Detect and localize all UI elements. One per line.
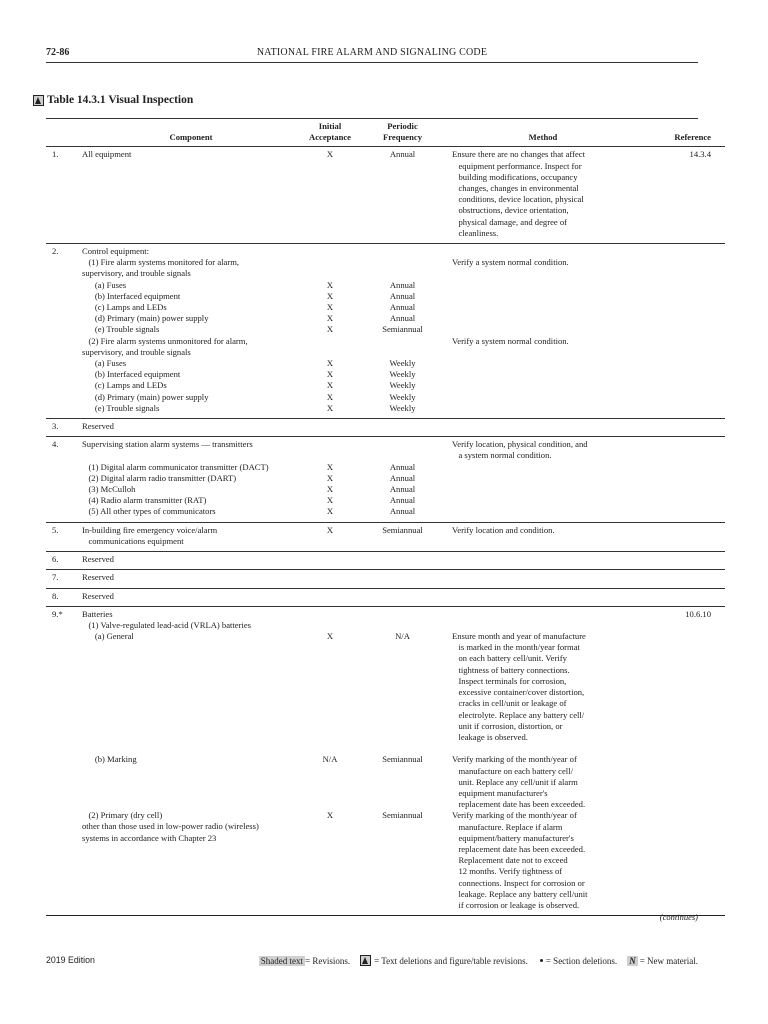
component-cell-line: (3) McCulloh xyxy=(82,484,136,495)
table-header-row xyxy=(46,118,725,147)
initial-acceptance-cell-line: X xyxy=(326,290,334,301)
initial-acceptance-cell xyxy=(300,419,360,437)
component-cell-line: Supervising station alarm systems — transmitters xyxy=(82,439,253,450)
method-cell xyxy=(445,147,634,244)
method-cell-line: Ensure month and year of manufacture xyxy=(452,631,586,642)
component-cell-line: (1) Digital alarm communicator transmitter (DACT) xyxy=(82,461,269,472)
col-header-reference: Reference xyxy=(634,118,725,147)
table-body xyxy=(46,147,725,916)
initial-acceptance-cell-line xyxy=(300,698,360,709)
initial-acceptance-cell-line xyxy=(300,554,360,565)
component-cell-line: (1) Valve-regulated lead-acid (VRLA) batteries xyxy=(82,619,252,630)
method-cell-line: obstructions, device orientation, xyxy=(452,205,569,216)
initial-acceptance-cell-line: X xyxy=(326,357,334,368)
periodic-frequency-cell-line xyxy=(360,743,445,754)
periodic-frequency-cell-line xyxy=(360,777,445,788)
initial-acceptance-cell-line xyxy=(300,336,360,347)
component-cell xyxy=(82,522,300,551)
method-cell-line xyxy=(452,268,634,279)
component-cell-line: (c) Lamps and LEDs xyxy=(82,302,167,313)
periodic-frequency-cell-line xyxy=(360,609,445,620)
initial-acceptance-cell-line xyxy=(300,765,360,776)
table-row xyxy=(46,419,725,437)
periodic-frequency-cell-line: Annual xyxy=(389,290,416,301)
initial-acceptance-cell xyxy=(300,588,360,606)
periodic-frequency-cell xyxy=(360,570,445,588)
periodic-frequency-cell-line xyxy=(360,336,445,347)
component-cell-line: (1) Fire alarm systems monitored for alarm, xyxy=(82,257,240,268)
component-cell-line xyxy=(82,743,300,754)
periodic-frequency-cell-line xyxy=(360,676,445,687)
method-cell-line: is marked in the month/year format xyxy=(452,642,580,653)
method-cell-line xyxy=(452,743,634,754)
legend-n-desc: = New material. xyxy=(639,955,698,966)
table-row xyxy=(46,522,725,551)
method-cell-line: Verify location, physical condition, and xyxy=(452,439,588,450)
component-cell-line: (4) Radio alarm transmitter (RAT) xyxy=(82,495,207,506)
col-header-method: Method xyxy=(445,118,634,147)
method-cell-line xyxy=(452,313,634,324)
component-cell-line: Reserved xyxy=(82,590,114,601)
method-cell-line: Verify location and condition. xyxy=(452,524,555,535)
row-number: 3. xyxy=(46,419,82,437)
component-cell-line xyxy=(82,777,300,788)
page-header xyxy=(46,47,698,61)
method-cell-line xyxy=(452,421,634,432)
legend-shaded-desc: = Revisions. xyxy=(305,955,351,966)
method-cell-line: Verify marking of the month/year of xyxy=(452,754,577,765)
initial-acceptance-cell xyxy=(300,437,360,522)
legend-delta-desc: = Text deletions and figure/table revisions. xyxy=(374,955,528,966)
initial-acceptance-cell-line xyxy=(300,665,360,676)
component-cell-line: (a) General xyxy=(82,631,134,642)
initial-acceptance-cell-line xyxy=(300,788,360,799)
method-cell-line: cracks in cell/unit or leakage of xyxy=(452,698,567,709)
component-cell-line: (a) Fuses xyxy=(82,279,127,290)
component-cell xyxy=(82,437,300,522)
component-cell xyxy=(82,419,300,437)
periodic-frequency-cell-line: Annual xyxy=(389,506,416,517)
method-cell-line xyxy=(452,572,634,583)
delta-icon xyxy=(33,95,44,106)
initial-acceptance-cell-line xyxy=(300,421,360,432)
component-cell-line xyxy=(82,709,300,720)
table-row xyxy=(46,244,725,419)
initial-acceptance-cell-line xyxy=(300,676,360,687)
reference-cell xyxy=(634,522,725,551)
running-title: NATIONAL FIRE ALARM AND SIGNALING CODE xyxy=(256,47,488,58)
method-cell-line xyxy=(452,324,634,335)
component-cell-line: (2) Primary (dry cell) xyxy=(82,810,163,821)
periodic-frequency-cell xyxy=(360,552,445,570)
periodic-frequency-cell-line xyxy=(360,665,445,676)
method-cell xyxy=(445,522,634,551)
legend-delta-icon xyxy=(360,955,371,966)
method-cell-line: conditions, device location, physical xyxy=(452,194,584,205)
initial-acceptance-cell-line: X xyxy=(326,369,334,380)
component-cell xyxy=(82,552,300,570)
component-cell-line xyxy=(82,687,300,698)
component-cell-line xyxy=(82,450,300,461)
method-cell-line xyxy=(452,291,634,302)
periodic-frequency-cell-line: Weekly xyxy=(389,369,416,380)
component-cell-line: Reserved xyxy=(82,572,114,583)
method-cell-line: unit. Replace any cell/unit if alarm xyxy=(452,776,578,787)
periodic-frequency-cell xyxy=(360,522,445,551)
method-cell-line: 12 months. Verify tightness of xyxy=(452,866,563,877)
row-number: 2. xyxy=(46,244,82,419)
col-header-number xyxy=(46,118,82,147)
periodic-frequency-cell-line: Weekly xyxy=(389,402,416,413)
periodic-frequency-cell-line: N/A xyxy=(395,631,410,642)
component-cell-line: In-building fire emergency voice/alarm xyxy=(82,524,218,535)
row-number: 1. xyxy=(46,147,82,244)
row-number: 7. xyxy=(46,570,82,588)
initial-acceptance-cell xyxy=(300,570,360,588)
initial-acceptance-cell-line: X xyxy=(326,631,334,642)
periodic-frequency-cell-line xyxy=(360,591,445,602)
component-cell-line: systems in accordance with Chapter 23 xyxy=(82,832,217,843)
component-cell-line: (b) Marking xyxy=(82,754,137,765)
initial-acceptance-cell-line xyxy=(300,620,360,631)
table-row xyxy=(46,552,725,570)
initial-acceptance-cell-line: X xyxy=(326,495,334,506)
row-number: 9.* xyxy=(46,606,82,915)
initial-acceptance-cell-line xyxy=(300,721,360,732)
periodic-frequency-cell-line: Weekly xyxy=(389,391,416,402)
component-cell-line xyxy=(82,654,300,665)
initial-acceptance-cell xyxy=(300,606,360,915)
initial-acceptance-cell xyxy=(300,244,360,419)
method-cell-line: equipment/battery manufacturer's xyxy=(452,832,574,843)
periodic-frequency-cell-line: Weekly xyxy=(389,380,416,391)
row-number: 6. xyxy=(46,552,82,570)
method-cell-line xyxy=(452,620,634,631)
component-cell-line xyxy=(82,721,300,732)
method-cell-line: Replacement date not to exceed xyxy=(452,855,568,866)
initial-acceptance-cell-line xyxy=(300,709,360,720)
component-cell-line: (c) Lamps and LEDs xyxy=(82,380,167,391)
method-cell-line xyxy=(452,246,634,257)
legend-bullet-icon xyxy=(540,959,543,962)
initial-acceptance-cell-line: X xyxy=(326,279,334,290)
component-cell xyxy=(82,244,300,419)
initial-acceptance-cell-line: X xyxy=(326,149,334,160)
initial-acceptance-cell-line xyxy=(300,257,360,268)
method-cell xyxy=(445,588,634,606)
method-cell-line: excessive container/cover distortion, xyxy=(452,687,585,698)
edition-label: 2019 Edition xyxy=(46,955,95,965)
initial-acceptance-cell-line xyxy=(300,642,360,653)
method-cell-line: electrolyte. Replace any battery cell/ xyxy=(452,709,585,720)
initial-acceptance-cell-line: X xyxy=(326,380,334,391)
table-caption xyxy=(33,94,193,106)
periodic-frequency-cell-line xyxy=(360,799,445,810)
reference-cell xyxy=(634,437,725,522)
periodic-frequency-cell xyxy=(360,588,445,606)
component-cell-line xyxy=(82,642,300,653)
periodic-frequency-cell-line xyxy=(360,653,445,664)
row-number: 8. xyxy=(46,588,82,606)
component-cell-line: (e) Trouble signals xyxy=(82,324,160,335)
method-cell xyxy=(445,552,634,570)
periodic-frequency-cell-line xyxy=(360,450,445,461)
initial-acceptance-cell-line: X xyxy=(326,313,334,324)
initial-acceptance-cell-line: X xyxy=(326,810,334,821)
component-cell-line xyxy=(82,676,300,687)
component-cell-line: other than those used in low-power radio (wireless) xyxy=(82,821,259,832)
legend-bullet-desc: = Section deletions. xyxy=(545,955,618,966)
reference-cell: 10.6.10 xyxy=(634,606,725,915)
component-cell-line: (b) Interfaced equipment xyxy=(82,369,181,380)
periodic-frequency-cell-line xyxy=(360,439,445,450)
component-cell-line xyxy=(82,765,300,776)
method-cell-line: leakage. Replace any battery cell/unit xyxy=(452,888,588,899)
initial-acceptance-cell-line xyxy=(300,347,360,358)
periodic-frequency-cell-line: Weekly xyxy=(389,357,416,368)
component-cell-line xyxy=(82,732,300,743)
method-cell-line: Inspect terminals for corrosion, xyxy=(452,675,567,686)
periodic-frequency-cell-line xyxy=(360,642,445,653)
component-cell-line xyxy=(82,788,300,799)
component-cell-line xyxy=(82,665,300,676)
component-cell xyxy=(82,606,300,915)
periodic-frequency-cell-line xyxy=(360,765,445,776)
initial-acceptance-cell-line xyxy=(300,799,360,810)
table-title: Table 14.3.1 Visual Inspection xyxy=(47,94,194,106)
periodic-frequency-cell-line xyxy=(360,268,445,279)
initial-acceptance-cell-line xyxy=(300,609,360,620)
method-cell-line xyxy=(452,609,634,620)
initial-acceptance-cell xyxy=(300,522,360,551)
initial-acceptance-cell-line xyxy=(300,687,360,698)
method-cell-line: replacement date has been exceeded. xyxy=(452,843,586,854)
col-header-periodic-frequency: Periodic Frequency xyxy=(360,118,445,147)
method-cell-line: on each battery cell/unit. Verify xyxy=(452,653,567,664)
periodic-frequency-cell-line: Semiannual xyxy=(382,524,423,535)
continues-note: (continues) xyxy=(659,912,698,922)
initial-acceptance-cell-line xyxy=(300,572,360,583)
component-cell-line: (2) Digital alarm radio transmitter (DART) xyxy=(82,472,237,483)
method-cell-line: cleanliness. xyxy=(452,227,499,238)
periodic-frequency-cell-line xyxy=(360,788,445,799)
row-number: 4. xyxy=(46,437,82,522)
periodic-frequency-cell-line xyxy=(360,421,445,432)
component-cell xyxy=(82,588,300,606)
periodic-frequency-cell xyxy=(360,437,445,522)
method-cell-line: manufacture. Replace if alarm xyxy=(452,821,563,832)
component-cell xyxy=(82,570,300,588)
method-cell-line: building modifications, occupancy xyxy=(452,171,578,182)
initial-acceptance-cell-line: X xyxy=(326,302,334,312)
component-cell-line xyxy=(82,698,300,709)
periodic-frequency-cell-line: Annual xyxy=(389,484,416,495)
method-cell xyxy=(445,606,634,915)
row-number: 5. xyxy=(46,522,82,551)
periodic-frequency-cell-line xyxy=(360,347,445,358)
periodic-frequency-cell-line xyxy=(360,257,445,268)
reference-cell xyxy=(634,588,725,606)
initial-acceptance-cell-line xyxy=(300,439,360,450)
component-cell-line: (2) Fire alarm systems unmonitored for alarm, xyxy=(82,335,248,346)
method-cell-line: Verify a system normal condition. xyxy=(452,257,569,268)
periodic-frequency-cell-line xyxy=(360,554,445,565)
method-cell xyxy=(445,570,634,588)
periodic-frequency-cell-line xyxy=(360,698,445,709)
method-cell-line: equipment manufacturer's xyxy=(452,787,548,798)
periodic-frequency-cell xyxy=(360,606,445,915)
col-header-component: Component xyxy=(82,118,300,147)
table-row xyxy=(46,588,725,606)
initial-acceptance-cell xyxy=(300,552,360,570)
initial-acceptance-cell-line: N/A xyxy=(322,754,338,765)
initial-acceptance-cell-line: X xyxy=(326,391,334,402)
periodic-frequency-cell xyxy=(360,419,445,437)
periodic-frequency-cell-line: Semiannual xyxy=(382,810,423,821)
method-cell-line: Verify a system normal condition. xyxy=(452,335,569,346)
component-cell xyxy=(82,147,300,244)
legend-n-icon: N xyxy=(629,955,636,966)
reference-cell: 14.3.4 xyxy=(634,147,725,244)
legend-shaded-sample: Shaded text xyxy=(260,955,304,966)
reference-cell xyxy=(634,552,725,570)
visual-inspection-table xyxy=(46,118,711,916)
initial-acceptance-cell-line: X xyxy=(326,461,334,472)
method-cell-line: Verify marking of the month/year of xyxy=(452,810,577,821)
method-cell-line: manufacture on each battery cell/ xyxy=(452,765,573,776)
periodic-frequency-cell-line xyxy=(360,620,445,631)
revision-legend xyxy=(259,955,698,966)
component-cell-line: (a) Fuses xyxy=(82,358,127,369)
component-cell-line: Reserved xyxy=(82,421,114,432)
method-cell-line xyxy=(452,554,634,565)
method-cell-line: a system normal condition. xyxy=(452,450,552,461)
periodic-frequency-cell-line: Annual xyxy=(389,461,416,472)
component-cell-line: (b) Interfaced equipment xyxy=(82,290,181,301)
method-cell-line xyxy=(452,591,634,602)
initial-acceptance-cell-line xyxy=(300,653,360,664)
method-cell xyxy=(445,419,634,437)
method-cell-line: physical damage, and degree of xyxy=(452,216,568,227)
component-cell-line: Control equipment: xyxy=(82,246,150,257)
method-cell-line: unit if corrosion, distortion, or xyxy=(452,720,563,731)
page-number: 72-86 xyxy=(46,47,70,58)
method-cell-line: if corrosion or leakage is observed. xyxy=(452,899,580,910)
table-row xyxy=(46,606,725,915)
method-cell-line: Ensure there are no changes that affect xyxy=(452,149,585,160)
initial-acceptance-cell-line xyxy=(300,450,360,461)
periodic-frequency-cell-line xyxy=(360,721,445,732)
periodic-frequency-cell xyxy=(360,147,445,244)
reference-cell xyxy=(634,419,725,437)
method-cell-line: connections. Inspect for corrosion or xyxy=(452,877,585,888)
initial-acceptance-cell xyxy=(300,147,360,244)
initial-acceptance-cell-line: X xyxy=(326,324,334,335)
periodic-frequency-cell-line xyxy=(360,572,445,583)
periodic-frequency-cell xyxy=(360,244,445,419)
method-cell xyxy=(445,437,634,522)
table-row xyxy=(46,147,725,244)
method-cell-line: tightness of battery connections. xyxy=(452,664,570,675)
table-row xyxy=(46,570,725,588)
component-cell-line: Batteries xyxy=(82,608,113,619)
periodic-frequency-cell-line xyxy=(360,732,445,743)
method-cell-line xyxy=(452,280,634,291)
periodic-frequency-cell-line: Annual xyxy=(389,313,416,324)
method-cell-line: leakage is observed. xyxy=(452,731,528,742)
periodic-frequency-cell-line: Semiannual xyxy=(382,754,423,765)
component-cell-line xyxy=(82,799,300,810)
initial-acceptance-cell-line: X xyxy=(326,524,334,535)
method-cell-line: changes, changes in environmental xyxy=(452,183,579,194)
periodic-frequency-cell-line: Annual xyxy=(389,495,416,506)
initial-acceptance-cell-line xyxy=(300,743,360,754)
initial-acceptance-cell-line xyxy=(300,268,360,279)
reference-cell xyxy=(634,570,725,588)
method-cell-line: replacement date has been exceeded. xyxy=(452,799,586,810)
initial-acceptance-cell-line xyxy=(300,591,360,602)
initial-acceptance-cell-line: X xyxy=(326,484,334,495)
table-row xyxy=(46,437,725,522)
periodic-frequency-cell-line: Annual xyxy=(389,302,416,312)
header-rule xyxy=(46,62,698,63)
col-header-initial-acceptance: Initial Acceptance xyxy=(300,118,360,147)
component-cell-line: (d) Primary (main) power supply xyxy=(82,313,209,324)
periodic-frequency-cell-line xyxy=(360,709,445,720)
periodic-frequency-cell-line: Annual xyxy=(389,149,416,160)
periodic-frequency-cell-line xyxy=(360,687,445,698)
initial-acceptance-cell-line xyxy=(300,777,360,788)
method-cell xyxy=(445,244,634,419)
periodic-frequency-cell-line: Annual xyxy=(389,279,416,290)
initial-acceptance-cell-line: X xyxy=(326,472,334,483)
initial-acceptance-cell-line: X xyxy=(326,402,334,413)
component-cell-line: All equipment xyxy=(82,149,132,160)
method-cell-line xyxy=(452,302,634,313)
periodic-frequency-cell-line xyxy=(360,246,445,257)
method-cell-line: equipment performance. Inspect for xyxy=(452,160,582,171)
component-cell-line: supervisory, and trouble signals xyxy=(82,346,191,357)
reference-cell xyxy=(634,244,725,419)
component-cell-line: (d) Primary (main) power supply xyxy=(82,391,209,402)
initial-acceptance-cell-line: X xyxy=(326,506,334,517)
component-cell-line: (e) Trouble signals xyxy=(82,402,160,413)
initial-acceptance-cell-line xyxy=(300,732,360,743)
initial-acceptance-cell-line xyxy=(300,246,360,257)
component-cell-line: supervisory, and trouble signals xyxy=(82,268,191,279)
component-cell-line: communications equipment xyxy=(82,535,184,546)
component-cell-line: (5) All other types of communicators xyxy=(82,506,216,517)
periodic-frequency-cell-line: Semiannual xyxy=(382,324,423,335)
component-cell-line: Reserved xyxy=(82,554,114,565)
periodic-frequency-cell-line: Annual xyxy=(389,472,416,483)
